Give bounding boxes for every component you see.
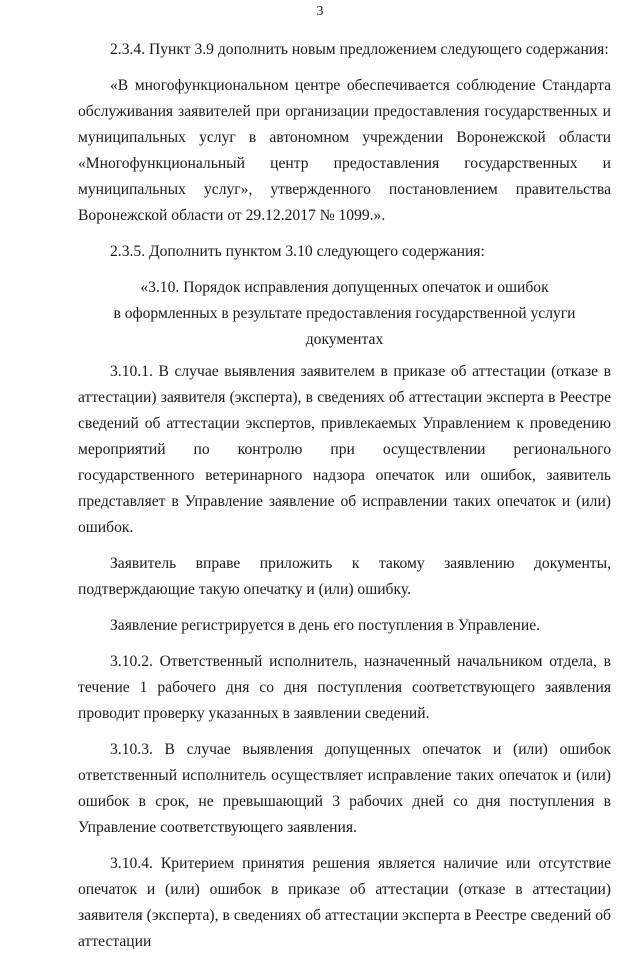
page-number: 3	[316, 4, 324, 19]
heading-line-2: в оформленных в результате предоставления государственной услуги	[113, 305, 576, 322]
paragraph-applicant-right: Заявитель вправе приложить к такому заявлению документы, подтверждающие такую опечатку и (или) ошибку.	[78, 555, 611, 598]
paragraph-3-10-4: 3.10.4. Критерием принятия решения является наличие или отсутствие опечаток и (или) ошибок в приказе об аттестации (отказе в аттестации) заявителя (эксперта), в сведениях об аттестации эксперта в Реестре сведений об аттестации	[78, 855, 611, 950]
paragraph-2-3-4: 2.3.4. Пункт 3.9 дополнить новым предложением следующего содержания:	[110, 41, 609, 58]
paragraph-3-10-3: 3.10.3. В случае выявления допущенных опечаток и (или) ошибок ответственный исполнитель осуществляет исправление таких опечаток и (или) ошибок в срок, не превышающий 3 рабочих дней со дня поступления в Управление соответствующего заявления.	[78, 741, 611, 836]
paragraph-2-3-5: 2.3.5. Дополнить пунктом 3.10 следующего содержания:	[110, 243, 485, 260]
section-heading	[78, 275, 611, 353]
heading-line-1: «3.10. Порядок исправления допущенных опечаток и ошибок	[140, 279, 549, 296]
paragraph-mfc-standard: «В многофункциональном центре обеспечивается соблюдение Стандарта обслуживания заявителей при организации предоставления государственных и муниципальных услуг в автономном учреждении Воронежской области «Многофункциональный центр предоставления государственных и муниципальных услуг», утвержденного постановлением правительства Воронежской области от 29.12.2017 № 1099.».	[78, 77, 611, 224]
heading-line-3: документах	[305, 331, 384, 348]
document-body	[78, 37, 611, 965]
paragraph-3-10-2: 3.10.2. Ответственный исполнитель, назначенный начальником отдела, в течение 1 рабочего дня со дня поступления соответствующего заявления проводит проверку указанных в заявлении сведений.	[78, 653, 611, 722]
paragraph-3-10-1: 3.10.1. В случае выявления заявителем в приказе об аттестации (отказе в аттестации) заявителя (эксперта), в сведениях об аттестации эксперта в Реестре сведений об аттестации экспертов, привлекаемых Управлением к проведению мероприятий по контролю при осуществлении регионального государственного ветеринарного надзора опечаток или ошибок, заявитель представляет в Управление заявление об исправлении таких опечаток и (или) ошибок.	[78, 363, 611, 536]
paragraph-registration: Заявление регистрируется в день его поступления в Управление.	[110, 617, 541, 634]
